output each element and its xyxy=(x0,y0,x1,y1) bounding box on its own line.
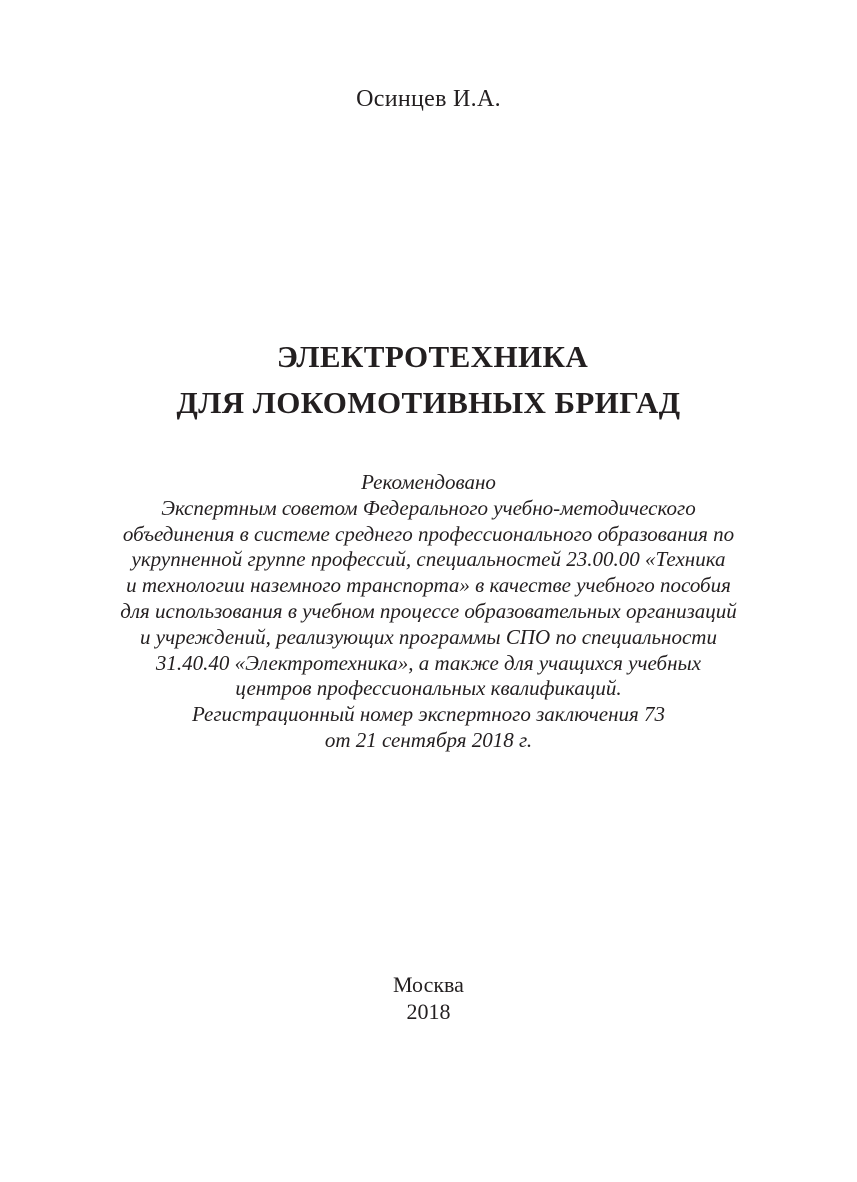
recommendation-line: для использования в учебном процессе образовательных организаций xyxy=(120,598,737,623)
recommendation-line: центров профессиональных квалификаций. xyxy=(235,676,622,701)
recommendation-line: укрупненной группе профессий, специальностей 23.00.00 «Техника xyxy=(131,547,726,572)
registration-date-line: от 21 сентября 2018 г. xyxy=(324,727,533,752)
author-name: Осинцев И.А. xyxy=(356,86,501,112)
recommendation-line: Экспертным советом Федерального учебно-методического xyxy=(161,495,696,520)
recommendation-line: 31.40.40 «Электротехника», а также для учащихся учебных xyxy=(155,650,702,675)
book-title-line: ЭЛЕКТРОТЕХНИКА xyxy=(276,339,589,374)
publication-year: 2018 xyxy=(406,999,451,1024)
recommendation-heading: Рекомендовано xyxy=(361,470,496,494)
book-title xyxy=(0,334,857,426)
publication-imprint xyxy=(0,971,857,1025)
book-title-line: ДЛЯ ЛОКОМОТИВНЫХ БРИГАД xyxy=(176,385,681,420)
recommendation-line: и учреждений, реализующих программы СПО по специальности xyxy=(140,624,717,649)
recommendation-line: и технологии наземного транспорта» в качестве учебного пособия xyxy=(126,573,731,598)
recommendation-line: объединения в системе среднего профессионального образования по xyxy=(122,521,735,546)
publication-city: Москва xyxy=(393,972,464,997)
recommendation-text xyxy=(0,470,857,754)
registration-number-line: Регистрационный номер экспертного заключения 73 xyxy=(191,702,666,727)
